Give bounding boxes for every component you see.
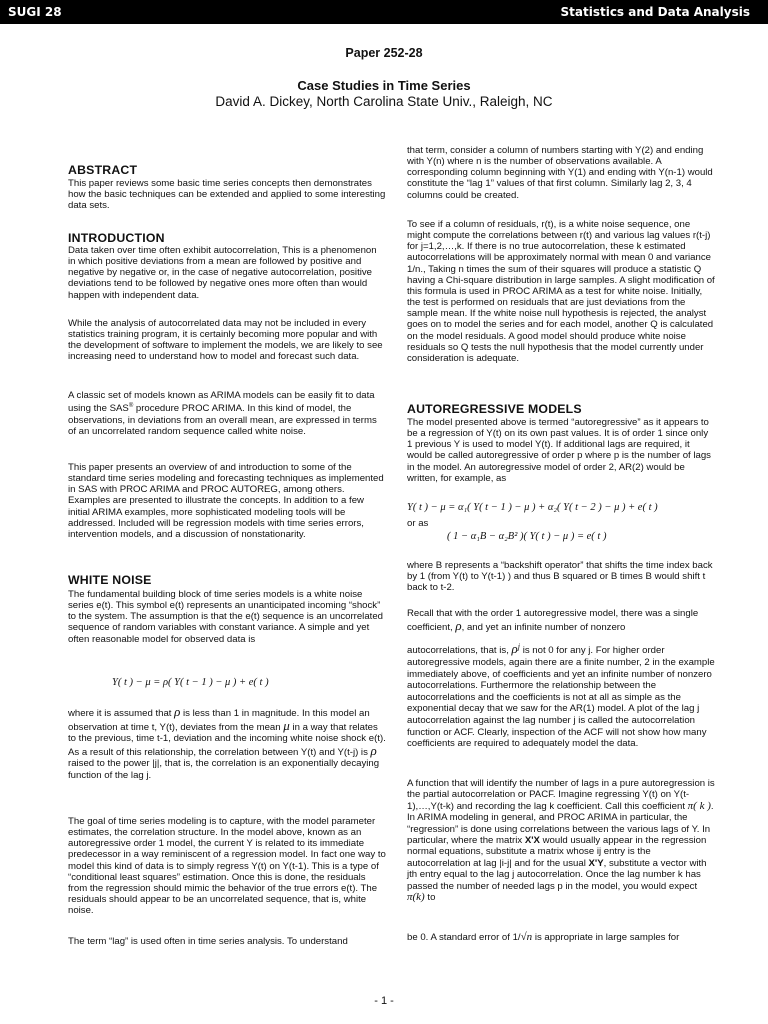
- introduction-paragraph-2: While the analysis of autocorrelated data may not be included in every statistics training program, it is certainly becoming more popular and with the development of software to implement the models, we are likely to see increasing need to understand how to model and forecast such data.: [68, 318, 383, 363]
- autoregressive-heading: AUTOREGRESSIVE MODELS: [407, 402, 582, 416]
- rho-symbol-2: ρ: [370, 742, 377, 758]
- abstract-paragraph: This paper reviews some basic time series concepts then demonstrates how the basic techniques can be extended and applied to some interesting data sets.: [68, 178, 386, 212]
- conference-label: SUGI 28: [8, 5, 62, 19]
- xy-matrix: X'Y: [588, 857, 604, 869]
- backshift-equation: ( 1 − α₁B − α₂B² )( Y( t ) − μ ) = e( t ): [447, 531, 607, 542]
- paper-title: Case Studies in Time Series: [297, 78, 471, 93]
- or-as-text: or as: [407, 518, 429, 529]
- introduction-paragraph-1: Data taken over time often exhibit autocorrelation, This is a phenomenon in which positive deviations from a mean are followed by positive and negative by negative or, in the case of negative autocorrelation, positive deviations tend to be followed by negative ones more often than would happen with independent data.: [68, 245, 377, 301]
- abstract-heading: ABSTRACT: [68, 163, 138, 177]
- ar2-equation: Y( t ) − μ = α₁( Y( t − 1 ) − μ ) + α₂( Y( t − 2 ) − μ ) + e( t ): [407, 502, 658, 513]
- introduction-heading: INTRODUCTION: [68, 231, 165, 245]
- xx-matrix: X'X: [524, 835, 540, 847]
- white-noise-test-paragraph: To see if a column of residuals, r(t), is a white noise sequence, one might compute the correlations between r(t) and various lag values r(t-j) for j=1,2,…,k. If there is no true autocorrelation, these k estimated autocorrelations will be approximately normal with mean 0 and variance 1/n., Taking n times the sum of their squares will produce a statistic Q having a Chi-square distribution in large samples. A slight modification of this formula is used in PROC ARIMA as a test for white noise. Initially, the test is performed on residuals that are just deviations from the sample mean. If the white noise null hypothesis is rejected, the analyst goes on to model the series and for each model, another Q is calculated on the model residuals. A good model should produce white noise residuals so Q tests the null hypothesis that the model currently under consideration is adequate.: [407, 219, 715, 364]
- introduction-paragraph-4: This paper presents an overview of and introduction to some of the standard time series modeling and forecasting techniques as implemented in SAS with PROC ARIMA and PROC AUTOREG, among others. Examples are presented to illustrate the concepts. In addition to a few initial ARIMA examples, more sophisticated modeling tools will be addressed. Included will be regression models with time series errors, intervention models, and a discussion of nonstationarity.: [68, 462, 384, 540]
- standard-error-paragraph: be 0. A standard error of 1/√n is appropriate in large samples for: [407, 931, 680, 943]
- mu-symbol: μ: [283, 717, 290, 733]
- paper-author: David A. Dickey, North Carolina State Univ., Raleigh, NC: [215, 94, 553, 109]
- pacf-paragraph: A function that will identify the number of lags in a pure autoregression is the partial autocorrelation or PACF. Imagine regressing Y(t) on Y(t-1),…,Y(t-k) and recording the lag k coefficient. Call this coefficient π( k ). In ARIMA modeling in general, and PROC ARIMA in particular, the “regression” is done using correlations between the various lags of Y. In particular, where the matrix X'X would usually appear in the regression normal equations, substitute a matrix whose ij entry is the autocorrelation at lag |i-j| and for the usual X'Y, substitute a vector with jth entry equal to the lag j autocorrelation. Once the lag number k has passed the number of needed lags p in the model, you would expect π(k) to: [407, 778, 715, 904]
- autoregressive-paragraph-3: Recall that with the order 1 autoregressive model, there was a single coefficient, ρ, and yet an infinite number of nonzero autocorrelations, that is, $\rho^j$ is not 0 for any j. For higher order autoregressive models, again there are a finite number, 2 in the example immediately above, of coefficients and yet an infinite number of nonzero autocorrelations. Furthermore the relationship between the autocorrelations and the coefficients is not at all as simple as the exponential decay that we saw for the AR(1) model. A plot of the lag j autocorrelation against the lag number j is called the autocorrelation function or ACF. Clearly, inspection of the ACF will not show how many coefficients are required to adequately model the data.: [407, 608, 715, 750]
- white-noise-paragraph-2: where it is assumed that ρ is less than 1 in magnitude. In this model an observation at time t, Y(t), deviates from the mean μ in a way that relates to the previous, time t-1, deviation and the incoming white noise shock e(t). As a result of this relationship, the correlation between Y(t) and Y(t-j) is ρ raised to the power |j|, that is, the correlation is an exponentially decaying function of the lag j.: [68, 704, 386, 781]
- backshift-paragraph: where B represents a “backshift operator” that shifts the time index back by 1 (from Y(t) to Y(t-1) ) and thus B squared or B times B would shift t back to t-2.: [407, 560, 713, 594]
- pi-k-symbol: π( k ): [687, 799, 711, 812]
- white-noise-paragraph-1: The fundamental building block of time series models is a white noise series e(t). This symbol e(t) represents an unanticipated incoming “shock” to the system. The assumption is that the e(t) sequence is an uncorrelated sequence of random variables with constant variance. A simple and yet often reasonable model for observed data is: [68, 589, 383, 645]
- rho-symbol-3: ρ: [455, 617, 462, 633]
- section-label: Statistics and Data Analysis: [560, 5, 750, 19]
- white-noise-paragraph-4: The term “lag” is used often in time series analysis. To understand: [68, 936, 348, 947]
- header-bar: [0, 0, 768, 24]
- white-noise-heading: WHITE NOISE: [68, 573, 152, 587]
- rho-symbol: ρ: [174, 704, 181, 719]
- lag-paragraph: that term, consider a column of numbers starting with Y(2) and ending with Y(n) where n is the number of observations available. A corresponding column beginning with Y(1) and ending with Y(n-1) would constitute the “lag 1” values of that first column. Similarly lag 2, 3, 4 columns could be created.: [407, 145, 713, 201]
- ar1-equation: Y( t ) − μ = ρ( Y( t − 1 ) − μ ) + e( t ): [112, 677, 269, 688]
- paper-number: Paper 252-28: [345, 46, 423, 60]
- rho-j-symbol: ρ: [511, 641, 518, 657]
- page-number: - 1 -: [374, 995, 394, 1007]
- autoregressive-paragraph-1: The model presented above is termed “autoregressive” as it appears to be a regression of Y(t) on its own past values. It is of order 1 since only 1 previous Y is used to model Y(t). If additional lags are required, it would be called autoregressive of order p where p is the number of lags in the model. An autoregressive model of order 2, AR(2) would be written, for example, as: [407, 417, 711, 484]
- white-noise-paragraph-3: The goal of time series modeling is to capture, with the model parameter estimates, the correlation structure. In the model above, known as an autoregressive order 1 model, the current Y is related to its immediate predecessor in a way reminiscent of a regression model. In fact one way to model this kind of data is to simply regress Y(t) on Y(t-1). This is a type of “conditional least squares” estimation. Once this is done, the residuals from the regression should mimic the behavior of the true errors e(t). The residuals should appear to be an uncorrelated sequence, that is, white noise.: [68, 816, 386, 917]
- sqrt-n-symbol: √n: [520, 931, 533, 943]
- pi-k-symbol-2: π(k): [407, 891, 425, 904]
- introduction-paragraph-3: A classic set of models known as ARIMA models can be easily fit to data using the SAS® procedure PROC ARIMA. In this kind of model, the observations, in deviations from an overall mean, are expressed in terms of an uncorrelated random sequence called white noise.: [68, 390, 377, 437]
